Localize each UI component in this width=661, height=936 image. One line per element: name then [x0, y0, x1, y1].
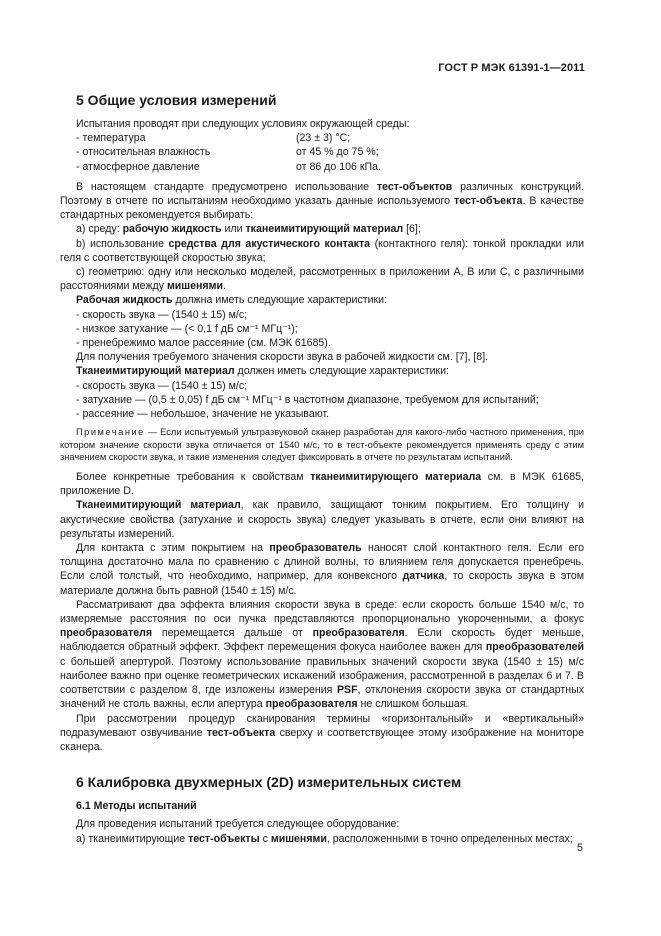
list-item-c: с) геометрию: одну или несколько моделей, рассмотренных в приложении А, В или С, с различными расстояниями между мишенями.: [60, 266, 584, 293]
page-number: 5: [577, 842, 583, 854]
list-item-a: а) среду: рабочую жидкость или тканеимитирующий материал [6];: [76, 223, 421, 236]
paragraph: Более конкретные требования к свойствам тканеимитирующего материала см. в МЭК 61685, приложение D.: [60, 471, 584, 498]
condition-row: - относительная влажность от 45 % до 75 %;: [76, 146, 379, 159]
page-content: [60, 92, 584, 846]
paragraph: Для контакта с этим покрытием на преобразователь наносят слой контактного геля. Если его толщина достаточно мала по сравнению с длиной волны, то влиянием геля допускается пренебречь. Если слой толстый, что необходимо, например, для конвексного датчика, то скорость звука в этом материале должна быть равной (1540 ± 15) м/с.: [60, 542, 584, 597]
condition-row: - атмосферное давление от 86 до 106 кПа.: [76, 160, 381, 173]
tissue-heading: Тканеимитирующий материал должен иметь следующие характеристики:: [76, 365, 450, 378]
tissue-item: - затухание — (0,5 ± 0,05) f дБ см⁻¹ МГц⁻¹ в частотном диапазоне, требуемом для испытаний;: [76, 393, 539, 406]
tissue-item: - скорость звука — (1540 ± 15) м/с;: [76, 379, 248, 392]
fluid-item: - скорость звука — (1540 ± 15) м/с;: [76, 308, 248, 321]
fluid-heading: Рабочая жидкость должна иметь следующие характеристики:: [76, 294, 388, 307]
subsection-6-1-title: 6.1 Методы испытаний: [76, 800, 197, 813]
fluid-item: - пренебрежимо малое рассеяние (см. МЭК 61685).: [76, 337, 331, 350]
equipment-intro: Для проведения испытаний требуется следующее оборудование:: [76, 818, 400, 831]
paragraph: Рассматривают два эффекта влияния скорости звука в среде: если скорость больше 1540 м/с, то измеряемые расстояния по оси пучка представляются пропорционально укороченными, а фокус преобразователя перемещается дальше от преобразователя. Если скорость будет меньше, наблюдается обратный эффект. Эффект перемещения фокуса наиболее важен для преобразователей с большей апертурой. Поэтому использование правильных значений скорости звука (1540 ± 15) м/с наиболее важно при оценке геометрических искажений изображения, рассмотренной в разделах 6 и 7. В соответствии с разделом 8, где изложены измерения PSF, отклонения скорости звука от стандартных значений не столь важны, если апертура преобразователя не слишком большая.: [60, 598, 585, 711]
fluid-note: Для получения требуемого значения скорости звука в рабочей жидкости см. [7], [8].: [76, 351, 489, 364]
paragraph: Тканеимитирующий материал, как правило, защищают тонким покрытием. Его толщину и акустические свойства (затухание и скорость звука) следует указывать в отчете, если они влияют на результаты измерений.: [60, 499, 584, 540]
note-label: Примечание: [76, 427, 145, 438]
fluid-item: - низкое затухание — (< 0,1 f дБ см⁻¹ МГц⁻¹);: [76, 322, 298, 335]
section-5-title: 5 Общие условия измерений: [76, 92, 277, 108]
paragraph: В настоящем стандарте предусмотрено использование тест-объектов различных конструкций. Поэтому в отчете по испытаниям необходимо указать данные используемого тест-объекта. В качестве стандартных рекомендуется выбирать:: [60, 180, 584, 222]
equipment-item-a: а) тканеимитирующие тест-объекты с мишенями, расположенными в точно определенных местах;: [76, 832, 573, 845]
document-header: ГОСТ Р МЭК 61391-1—2011: [438, 62, 585, 74]
paragraph: При рассмотрении процедур сканирования термины «горизонтальный» и «вертикальный» подразумевают озвучивание тест-объекта сверху и соответствующее этому изображение на мониторе сканера.: [60, 712, 584, 753]
conditions-intro: Испытания проводят при следующих условиях окружающей среды:: [76, 118, 410, 130]
note: Примечание — Если испытуемый ультразвуковой сканер разработан для какого-либо частного применения, при котором значение скорости звука отличается от 1540 м/с, то в тест-объекте рекомендуется применять среду с этим значением скорости звука, и такие изменения следует фиксировать в отчете по результатам испытаний.: [60, 427, 584, 463]
list-item-b: b) использование средства для акустического контакта (контактного геля): тонкой прокладки или геля с соответствующей скоростью звука;: [60, 237, 585, 264]
tissue-item: - рассеяние — небольшое, значение не указывают.: [76, 408, 330, 421]
section-6-title: 6 Калибровка двухмерных (2D) измерительных систем: [76, 774, 462, 791]
condition-row: - температура (23 ± 3) °С;: [76, 132, 351, 145]
